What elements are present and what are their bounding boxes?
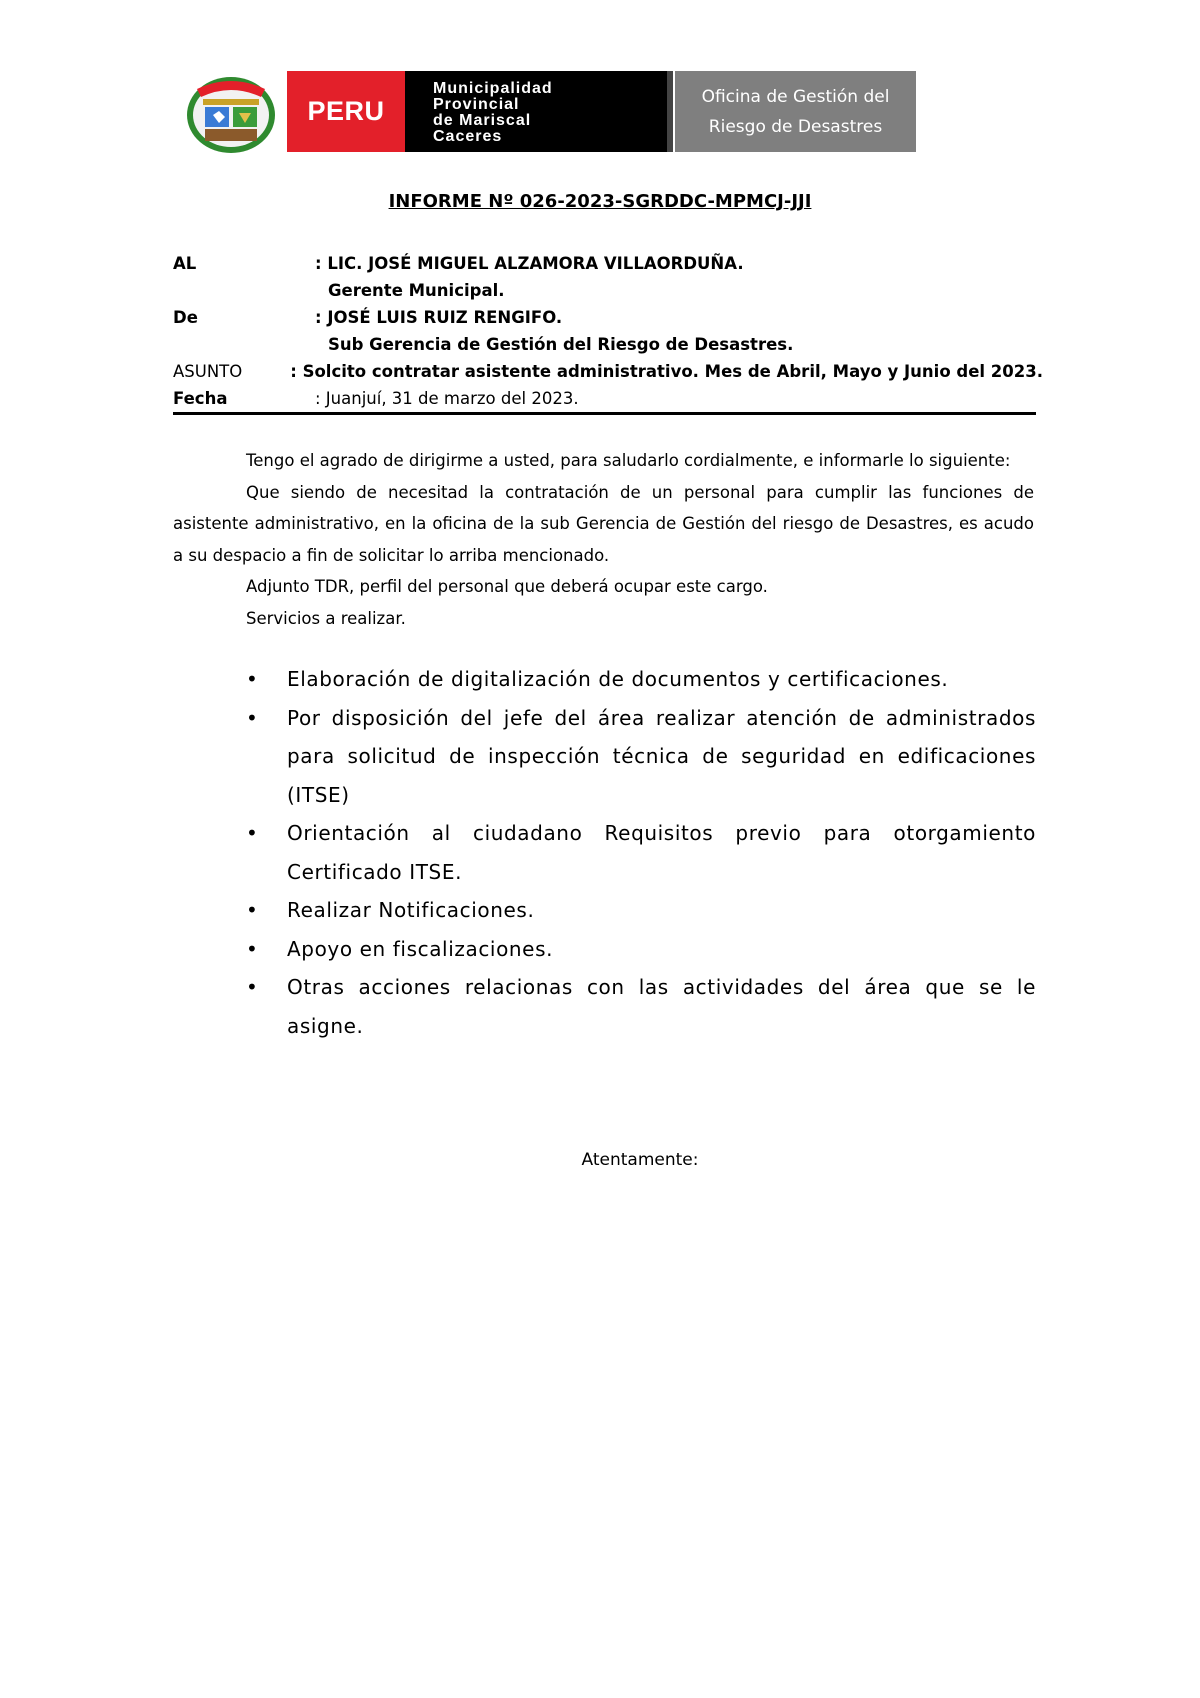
list-item-text: Apoyo en fiscalizaciones. [287,936,554,961]
municipality-line: de Mariscal [433,112,532,129]
letterhead [0,0,1200,170]
municipality-line: Caceres [433,128,503,145]
list-item [173,814,1036,891]
office-line: Oficina de Gestión del [701,86,890,107]
recipient-value: : LIC. JOSÉ MIGUEL ALZAMORA VILLAORDUÑA. [315,254,744,273]
bullet-icon: • [246,898,259,922]
office-block [675,71,916,152]
sender-label: De [173,308,198,327]
header-divider [667,71,673,152]
request-paragraph: Que siendo de necesitad la contratación de un personal para cumplir las funciones de asistente administrativo, en la oficina de la sub Gerencia de Gestión del riesgo de Desastres, es acudo a su despacio a fin de solicitar lo arriba mencionado. [173,482,1034,565]
attachment-line: Adjunto TDR, perfil del personal que deberá ocupar este cargo. [246,577,768,596]
header-rule [173,412,1036,415]
sender-role: Sub Gerencia de Gestión del Riesgo de Desastres. [328,335,794,354]
office-line: Riesgo de Desastres [708,116,883,137]
subject-value: : Solcito contratar asistente administrativo. Mes de Abril, Mayo y Junio del 2023. [290,362,1043,381]
list-item-text: Elaboración de digitalización de documentos y certificaciones. [287,667,949,691]
greeting-paragraph: Tengo el agrado de dirigirme a usted, para saludarlo cordialmente, e informarle lo siguiente: [246,451,1011,470]
recipient-role: Gerente Municipal. [328,281,505,300]
sender-row [173,304,1043,331]
municipal-seal-logo [183,71,279,154]
bullet-icon: • [246,667,259,691]
services-list [173,660,1036,1045]
peru-brand-block [287,71,405,152]
list-item-text: Realizar Notificaciones. [287,898,535,922]
municipality-block [405,71,673,152]
list-item [173,930,1036,969]
list-item [173,699,1036,815]
bullet-icon: • [246,821,259,845]
date-value: : Juanjuí, 31 de marzo del 2023. [315,389,579,408]
sender-value: : JOSÉ LUIS RUIZ RENGIFO. [315,308,563,327]
recipient-label: AL [173,254,197,273]
letter-body [173,445,1034,634]
municipality-line: Provincial [433,96,520,113]
municipality-line: Municipalidad [433,80,553,97]
peru-label: PERU [307,96,385,126]
document-title: INFORME Nº 026-2023-SGRDDC-MPMCJ-JJI [388,191,812,212]
date-label: Fecha [173,389,228,408]
bullet-icon: • [246,936,259,961]
list-item-text: Otras acciones relacionas con las actividades del área que se le asigne. [287,975,1036,1038]
memo-header [173,250,1043,412]
subject-label: ASUNTO [173,362,243,381]
list-item [173,891,1036,930]
bullet-icon: • [246,975,259,999]
services-heading: Servicios a realizar. [246,608,406,628]
list-item-text: Orientación al ciudadano Requisitos previo para otorgamiento Certificado ITSE. [287,821,1036,884]
bullet-icon: • [246,705,259,730]
subject-row [173,358,1043,385]
list-item-text: Por disposición del jefe del área realizar atención de administrados para solicitud de inspección técnica de seguridad en edificaciones (ITSE) [287,705,1036,807]
list-item [173,660,1036,699]
recipient-row [173,250,1043,277]
closing-line: Atentamente: [581,1150,699,1170]
date-row [173,385,1043,412]
list-item [173,968,1036,1045]
